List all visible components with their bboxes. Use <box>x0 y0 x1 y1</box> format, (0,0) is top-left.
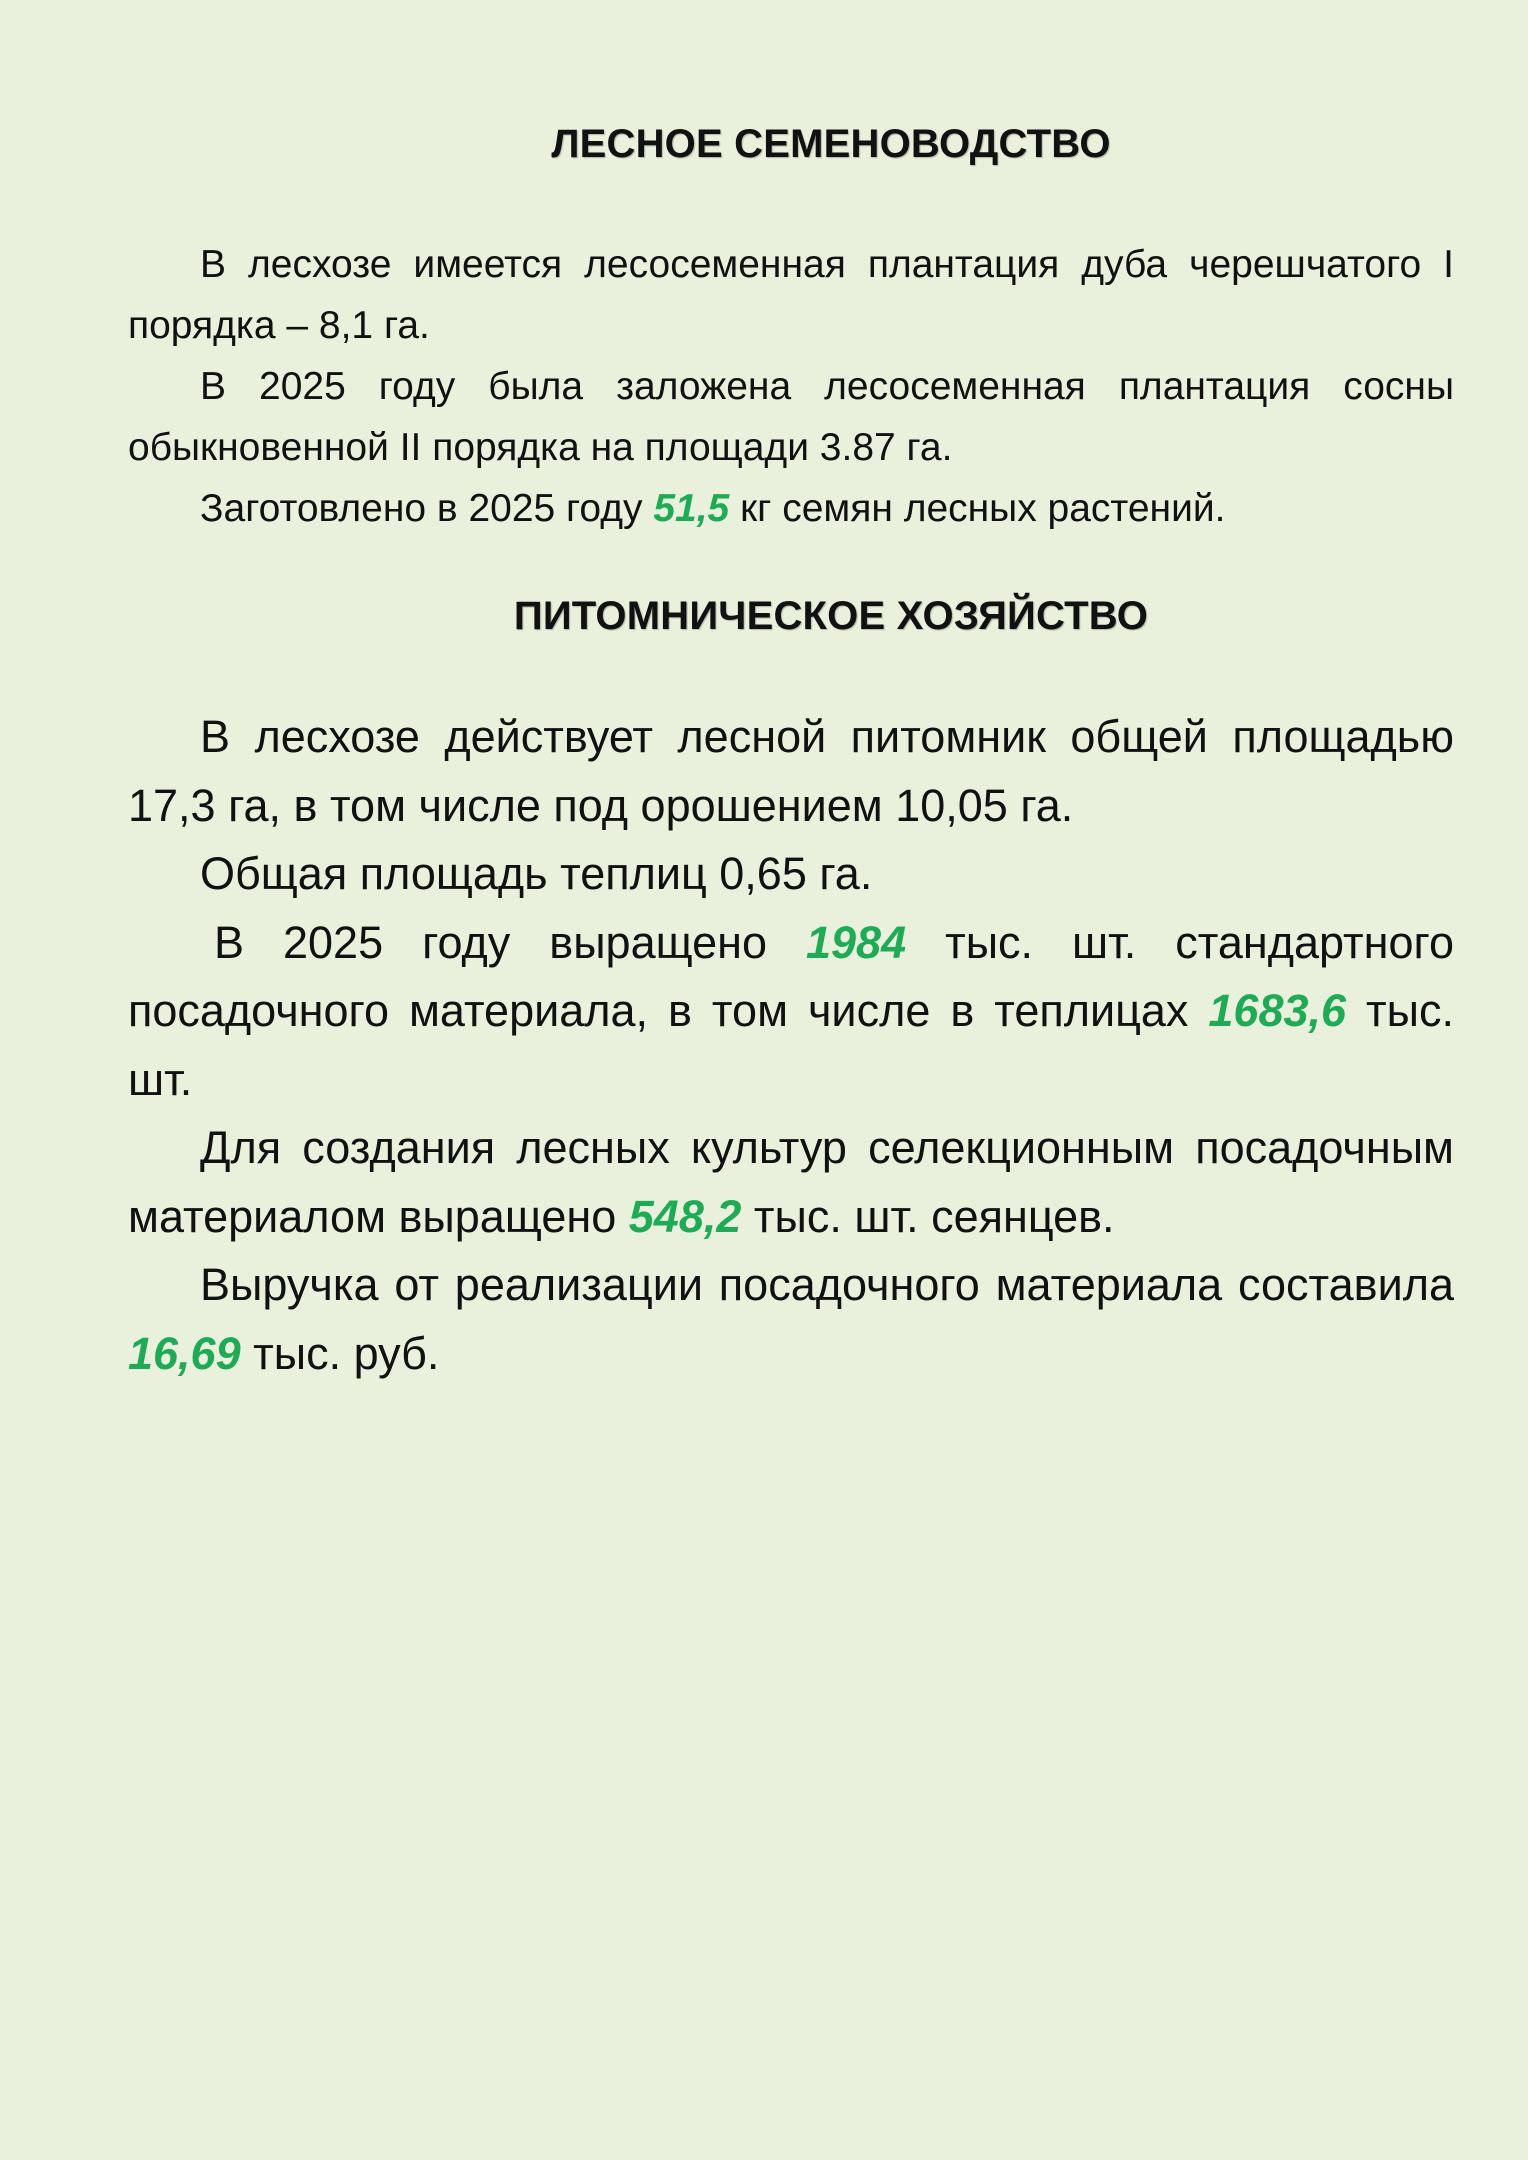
highlight-value-selection-seedlings: 548,2 <box>628 1190 742 1242</box>
paragraph-seeds-harvested <box>128 478 1454 539</box>
section-seed-production-body <box>128 234 1454 539</box>
text-segment: Выручка от реализации посадочного материала составила <box>200 1259 1454 1310</box>
paragraph-nursery-area: В лесхозе действует лесной питомник общей площадью 17,3 га, в том числе под орошением 10,05 га. <box>128 711 1454 831</box>
paragraph-selection-seedlings <box>128 1114 1454 1251</box>
highlight-value-seedlings-total: 1984 <box>806 916 907 968</box>
paragraph-revenue <box>128 1251 1454 1388</box>
text-segment: Для создания лесных культур селекционным посадочным материалом выращено <box>128 1122 1454 1242</box>
text-segment: Заготовлено в 2025 году <box>200 487 654 530</box>
highlight-value-revenue: 16,69 <box>128 1327 241 1379</box>
section-title-seed-production: ЛЕСНОЕ СЕМЕНОВОДСТВО <box>551 122 1111 166</box>
highlight-value-seeds-kg: 51,5 <box>653 487 730 530</box>
text-segment: тыс. шт. <box>128 985 1454 1105</box>
highlight-value-greenhouse-seedlings: 1683,6 <box>1208 985 1347 1036</box>
text-segment: тыс. шт. сеянцев. <box>741 1190 1115 1242</box>
text-segment: тыс. шт. стандартного посадочного материала, в том числе в теплицах <box>128 916 1454 1036</box>
paragraph-greenhouse-area: Общая площадь теплиц 0,65 га. <box>200 848 873 899</box>
text-segment: кг семян лесных растений. <box>729 487 1226 530</box>
section-title-nursery: ПИТОМНИЧЕСКОЕ ХОЗЯЙСТВО <box>513 594 1149 638</box>
text-segment: В 2025 году выращено <box>214 916 806 968</box>
paragraph-oak-plantation: В лесхозе имеется лесосеменная плантация дуба черешчатого I порядка – 8,1 га. <box>128 243 1454 347</box>
paragraph-pine-plantation: В 2025 году была заложена лесосеменная плантация сосны обыкновенной II порядка на площади 3.87 га. <box>128 365 1454 469</box>
text-segment: тыс. руб. <box>240 1327 440 1379</box>
paragraph-seedlings-grown <box>128 909 1454 1115</box>
section-nursery-body <box>128 703 1454 1388</box>
